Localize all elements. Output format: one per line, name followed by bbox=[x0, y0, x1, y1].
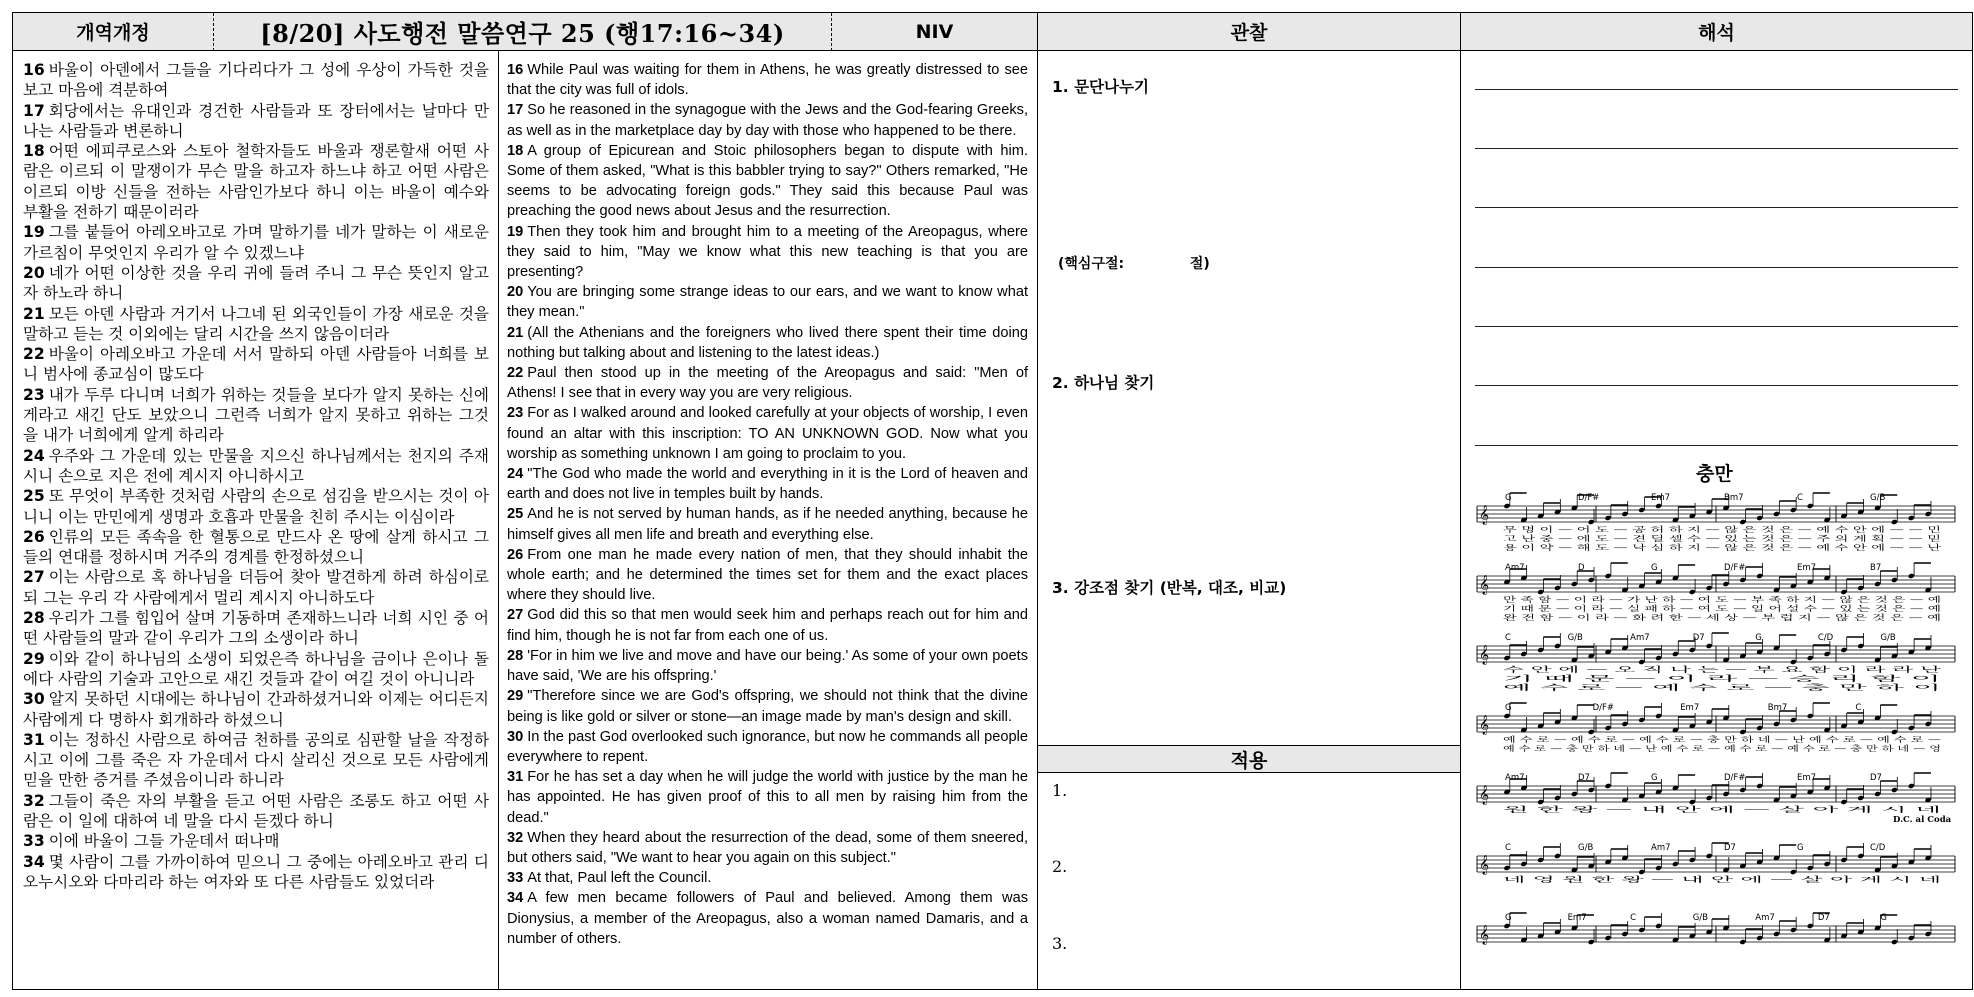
verse-number: 24 bbox=[23, 446, 45, 465]
treble-clef: 𝄞 bbox=[1479, 505, 1490, 525]
lyric-line: 예 수 로 — 충 만 하 네 — 난 예 수 로 — 예 수 로 — 예 수 로 — 충 만 하 네 — 영 bbox=[1503, 744, 1941, 753]
verse-number: 20 bbox=[507, 284, 524, 301]
lyric-line: 기 때 문 — 이 라 — 실 패 하 — 여 도 — 일 어 설 수 — 있 는 것 은 — 예 bbox=[1503, 604, 1941, 613]
answer-line bbox=[1475, 148, 1958, 149]
lyric-line: 네 영 원 한 왕 — 내 안 에 — 살 아 계 시 네 bbox=[1503, 875, 1941, 884]
chord-symbol: Em7 bbox=[1797, 773, 1817, 783]
lyric-line: 고 난 중 — 에 도 — 견 딜 셀 수 — 있 는 것 은 — 주 의 계 획 — — 믿 bbox=[1503, 534, 1941, 543]
verse-number: 20 bbox=[23, 263, 45, 282]
lyric-line: 만 족 함 — 이 라 — 가 난 하 — 여 도 — 부 족 하 지 — 않 은 것 은 — 예 bbox=[1503, 595, 1941, 604]
treble-clef: 𝄞 bbox=[1479, 855, 1490, 875]
application-header bbox=[1038, 745, 1460, 773]
verse-number: 31 bbox=[23, 730, 45, 749]
chord-symbol: G/B bbox=[1567, 633, 1583, 643]
treble-clef: 𝄞 bbox=[1479, 785, 1490, 805]
song-title: 충만 bbox=[1696, 463, 1733, 485]
verse-text: And he is not served by human hands, as if he needed anything, because he himself gives all men life and breath and everything else. bbox=[507, 506, 1028, 543]
verse-number: 32 bbox=[507, 829, 524, 846]
verse-number: 28 bbox=[507, 647, 524, 664]
verse-text: A group of Epicurean and Stoic philosophers began to dispute with him. Some of them asked, "What is this babbler trying to say?" Others remarked, "He seems to be advocating foreign gods." They said this because Paul was preaching the good news about Jesus and the resurrection. bbox=[507, 142, 1028, 220]
verse-number: 17 bbox=[507, 102, 524, 119]
niv-verse bbox=[507, 464, 1028, 504]
verse-text: 이와 같이 하나님의 소생이 되었은즉 하나님을 금이나 은이나 돌에다 사람의 기술과 고안으로 새긴 것들과 같이 여길 것이 아니니라 bbox=[23, 649, 489, 688]
verse-text: While Paul was waiting for them in Athens, he was greatly distressed to see that the city was full of idols. bbox=[507, 62, 1028, 99]
verse-text: 바울이 아레오바고 가운데 서서 말하되 아덴 사람들아 너희를 보니 범사에 종교심이 많도다 bbox=[23, 345, 489, 384]
chord-symbol: Em7 bbox=[1567, 913, 1587, 923]
korean-verse bbox=[23, 831, 489, 851]
treble-clef: 𝄞 bbox=[1479, 715, 1490, 735]
chord-symbol: C bbox=[1855, 703, 1862, 713]
chord-symbol: G bbox=[1797, 843, 1804, 853]
chord-symbol: Em7 bbox=[1680, 703, 1700, 713]
verse-text: When they heard about the resurrection of the dead, some of them sneered, but others said, "We want to hear you again on this subject." bbox=[507, 829, 1028, 866]
verse-text: 이는 사람으로 혹 하나님을 더듬어 찾아 발견하게 하려 하심이로되 그는 우리 각 사람에게서 멀리 계시지 아니하도다 bbox=[23, 568, 489, 607]
niv-verse bbox=[507, 767, 1028, 828]
verse-text: For he has set a day when he will judge the world with justice by the man he has appointed. He has given proof of this to all men by raising him from the dead." bbox=[507, 769, 1028, 826]
verse-number: 22 bbox=[507, 365, 524, 382]
niv-verse bbox=[507, 282, 1028, 322]
niv-verse bbox=[507, 686, 1028, 726]
niv-verse bbox=[507, 100, 1028, 140]
korean-verse bbox=[23, 263, 489, 304]
core-verse-end: 절) bbox=[1189, 256, 1210, 272]
chord-symbol: D/F# bbox=[1724, 563, 1746, 573]
korean-verse bbox=[23, 649, 489, 690]
verse-text: From one man he made every nation of men, that they should inhabit the whole earth; and he determined the times set for them and the exact places where they should live. bbox=[507, 546, 1028, 604]
verse-number: 33 bbox=[23, 832, 45, 851]
lyric-line: 예 수 로 — 예 수 로 — 예 수 로 — 충 만 하 네 — 난 예 수 로 — 예 수 로 — bbox=[1503, 735, 1943, 744]
chord-symbol: G bbox=[1651, 563, 1658, 573]
verse-text: 우주와 그 가운데 있는 만물을 지으신 하나님께서는 천지의 주재시니 손으로 지은 전에 계시지 아니하시고 bbox=[23, 446, 489, 485]
application-item-3: 3. bbox=[1052, 934, 1068, 953]
verse-text: 알지 못하던 시대에는 하나님이 간과하셨거니와 이제는 어디든지 사람에게 다 명하사 회개하라 하셨으니 bbox=[23, 690, 489, 729]
niv-verse bbox=[507, 868, 1028, 888]
korean-verse bbox=[23, 101, 489, 142]
verse-text: In the past God overlooked such ignorance, but now he commands all people everywhere to repent. bbox=[507, 728, 1028, 765]
chord-symbol: D7 bbox=[1692, 633, 1705, 643]
observation-column bbox=[1038, 51, 1461, 989]
verse-text: 회당에서는 유대인과 경건한 사람들과 또 장터에서는 날마다 만나는 사람들과 변론하니 bbox=[23, 101, 489, 140]
sheet-music bbox=[1471, 486, 1961, 986]
chord-symbol: D/F# bbox=[1724, 773, 1746, 783]
answer-line bbox=[1475, 385, 1958, 386]
answer-line bbox=[1475, 89, 1958, 90]
chord-symbol: B7 bbox=[1870, 563, 1882, 573]
niv-header bbox=[832, 13, 1038, 51]
lyric-line: 무 명 이 — 어 도 — 공 허 하 지 — 않 은 것 은 — 예 수 안 에 — — 민 bbox=[1503, 525, 1941, 534]
verse-text: 또 무엇이 부족한 것처럼 사람의 손으로 섬김을 받으시는 것이 아니니 이는 만민에게 생명과 호흡과 만물을 친히 주시는 이심이라 bbox=[23, 487, 489, 526]
page-title-cell bbox=[214, 13, 832, 51]
coda-marking: D.C. al Coda bbox=[1893, 815, 1952, 825]
core-verse-label: (핵심구절: bbox=[1058, 256, 1125, 272]
chord-symbol: G/B bbox=[1578, 843, 1594, 853]
verse-number: 24 bbox=[507, 466, 524, 483]
verse-number: 31 bbox=[507, 769, 524, 786]
verse-number: 29 bbox=[23, 649, 45, 668]
niv-label: NIV bbox=[915, 20, 954, 43]
korean-verse bbox=[23, 344, 489, 385]
korean-verse bbox=[23, 852, 489, 893]
chord-symbol: Am7 bbox=[1505, 563, 1525, 573]
chord-symbol: G bbox=[1505, 493, 1512, 503]
chord-symbol: D7 bbox=[1578, 773, 1590, 783]
verse-number: 18 bbox=[507, 142, 524, 159]
chord-symbol: C/D bbox=[1817, 633, 1834, 643]
verse-number: 26 bbox=[23, 527, 45, 546]
chord-symbol: D/F# bbox=[1578, 493, 1600, 503]
chord-symbol: G/B bbox=[1880, 633, 1896, 643]
answer-line bbox=[1475, 326, 1958, 327]
interpretation-header bbox=[1461, 13, 1972, 51]
chord-symbol: D7 bbox=[1724, 843, 1736, 853]
korean-verses-column bbox=[13, 51, 499, 989]
verse-number: 32 bbox=[23, 791, 45, 810]
core-verse-prompt bbox=[1058, 253, 1210, 273]
verse-number: 19 bbox=[23, 223, 45, 242]
version-header bbox=[13, 13, 214, 51]
application-item-1: 1. bbox=[1052, 781, 1068, 800]
korean-verse bbox=[23, 608, 489, 649]
verse-number: 16 bbox=[507, 62, 524, 78]
verse-number: 25 bbox=[23, 487, 45, 506]
chord-symbol: D/F# bbox=[1592, 703, 1615, 713]
niv-verse bbox=[507, 545, 1028, 606]
verse-text: 바울이 아덴에서 그들을 기다리다가 그 성에 우상이 가득한 것을 보고 마음에 격분하여 bbox=[23, 61, 489, 100]
application-label: 적용 bbox=[1230, 749, 1268, 772]
interpretation-label: 해석 bbox=[1698, 22, 1735, 44]
korean-verse bbox=[23, 446, 489, 487]
verse-number: 30 bbox=[23, 690, 45, 709]
verse-number: 23 bbox=[507, 405, 524, 422]
lyric-line: 수 안 에 — 오 직 나 는 — 부 요 함 이 라 라 난 bbox=[1503, 665, 1944, 674]
niv-verse bbox=[507, 828, 1028, 868]
chord-symbol: Am7 bbox=[1505, 773, 1525, 783]
niv-verse bbox=[507, 504, 1028, 544]
verse-text: You are bringing some strange ideas to our ears, and we want to know what they mean." bbox=[507, 284, 1028, 321]
answer-line bbox=[1475, 267, 1958, 268]
verse-text: A few men became followers of Paul and believed. Among them was Dionysius, a member of the Areopagus, also a woman named Damaris, and a number of others. bbox=[507, 890, 1028, 947]
verse-text: So he reasoned in the synagogue with the Jews and the God-fearing Greeks, as well as in the marketplace day by day with those who happened to be there. bbox=[507, 102, 1028, 139]
find-god-prompt: 2. 하나님 찾기 bbox=[1052, 374, 1155, 392]
verse-number: 28 bbox=[23, 609, 45, 628]
niv-verse-list bbox=[507, 60, 1028, 949]
lyric-line: 예 수 로 — 예 수 로 — 충 만 하 이 bbox=[1503, 683, 1941, 692]
niv-verse bbox=[507, 363, 1028, 403]
verse-text: At that, Paul left the Council. bbox=[527, 870, 712, 887]
niv-verse bbox=[507, 60, 1028, 100]
verse-number: 18 bbox=[23, 142, 45, 161]
verse-number: 33 bbox=[507, 870, 524, 887]
verse-number: 19 bbox=[507, 223, 524, 240]
chord-symbol: Am7 bbox=[1651, 843, 1671, 853]
verse-text: "The God who made the world and everything in it is the Lord of heaven and earth and does not live in temples built by hands. bbox=[507, 466, 1028, 503]
verse-text: 어떤 에피쿠로스와 스토아 철학자들도 바울과 쟁론할새 어떤 사람은 이르되 이 말쟁이가 무슨 말을 하고자 하느냐 하고 어떤 사람은 이르되 이방 신들을 전하는 사람인가보다 하니 이는 바울이 예수와 부활을 전하기 때문이러라 bbox=[23, 142, 489, 222]
verse-text: God did this so that men would seek him and perhaps reach out for him and find him, though he is not far from each one of us. bbox=[507, 607, 1028, 644]
verse-text: 이에 바울이 그들 가운데서 떠나매 bbox=[48, 832, 280, 851]
verse-number: 21 bbox=[23, 304, 45, 323]
niv-verses-column bbox=[499, 51, 1038, 989]
observation-header bbox=[1038, 13, 1461, 51]
chord-symbol: G bbox=[1651, 773, 1658, 783]
niv-verse bbox=[507, 323, 1028, 363]
verse-text: 그들이 죽은 자의 부활을 듣고 어떤 사람은 조롱도 하고 어떤 사람은 이 일에 대하여 네 말을 다시 듣겠다 하니 bbox=[23, 791, 489, 830]
verse-number: 17 bbox=[23, 101, 45, 120]
korean-verse bbox=[23, 527, 489, 568]
lyric-line: 용 이 약 — 해 도 — 낙 심 하 지 — 않 은 것 은 — 예 수 안 에 — — 난 bbox=[1503, 543, 1943, 552]
treble-clef: 𝄞 bbox=[1479, 925, 1490, 945]
niv-verse bbox=[507, 646, 1028, 686]
korean-verse bbox=[23, 730, 489, 791]
niv-verse bbox=[507, 727, 1028, 767]
chord-symbol: D7 bbox=[1870, 773, 1882, 783]
chord-symbol: Am7 bbox=[1755, 913, 1775, 923]
chord-symbol: G bbox=[1505, 703, 1512, 713]
verse-text: "Therefore since we are God's offspring, we should not think that the divine being is like gold or silver or stone—an image made by man's design and skill. bbox=[507, 688, 1028, 725]
niv-verse bbox=[507, 141, 1028, 222]
verse-text: 우리가 그를 힘입어 살며 기동하며 존재하느니라 너희 시인 중 어떤 사람들의 말과 같이 우리가 그의 소생이라 하니 bbox=[23, 609, 489, 648]
niv-verse bbox=[507, 888, 1028, 949]
chord-symbol: D7 bbox=[1817, 913, 1830, 923]
paragraph-division-prompt: 1. 문단나누기 bbox=[1052, 78, 1149, 96]
lyric-line: 완 전 함 — 이 라 — 화 려 한 — 세 상 — 부 럽 지 — 않 은 것 은 — 예 bbox=[1503, 613, 1941, 622]
niv-verse bbox=[507, 222, 1028, 283]
interpretation-column bbox=[1461, 51, 1972, 989]
korean-verse bbox=[23, 222, 489, 263]
chord-symbol: C bbox=[1797, 493, 1803, 503]
answer-line bbox=[1475, 445, 1958, 446]
verse-text: 'For in him we live and move and have our being.' As some of your own poets have said, 'We are his offspring.' bbox=[507, 647, 1028, 685]
chord-symbol: G bbox=[1755, 633, 1762, 643]
page-title: [8/20] 사도행전 말씀연구 25 (행17:16~34) bbox=[260, 19, 785, 48]
chord-symbol: D bbox=[1578, 563, 1585, 573]
chord-symbol: Em7 bbox=[1797, 563, 1817, 573]
verse-text: 이는 정하신 사람으로 하여금 천하를 공의로 심판할 날을 작정하시고 이에 그를 죽은 자 가운데서 다시 살리신 것으로 모든 사람에게 믿을 만한 증거를 주셨음이니라 하니라 bbox=[23, 730, 489, 790]
korean-verse-list bbox=[23, 60, 489, 892]
treble-clef: 𝄞 bbox=[1479, 575, 1490, 595]
korean-verse bbox=[23, 486, 489, 527]
chord-symbol: Bm7 bbox=[1724, 493, 1744, 503]
lyric-line: 기 때 문 — 이 라 — 승 리 함 이 bbox=[1503, 674, 1941, 683]
korean-verse bbox=[23, 304, 489, 345]
korean-verse bbox=[23, 141, 489, 222]
niv-verse bbox=[507, 605, 1028, 645]
verse-number: 27 bbox=[507, 607, 524, 624]
verse-text: 몇 사람이 그를 가까이하여 믿으니 그 중에는 아레오바고 관리 디오누시오와 다마리라 하는 여자와 또 다른 사람들도 있었더라 bbox=[23, 852, 489, 891]
verse-number: 30 bbox=[507, 728, 524, 745]
verse-text: 인류의 모든 족속을 한 혈통으로 만드사 온 땅에 살게 하시고 그들의 연대를 정하시며 거주의 경계를 한정하셨으니 bbox=[23, 527, 489, 567]
verse-number: 34 bbox=[23, 852, 45, 871]
chord-symbol: C bbox=[1630, 913, 1637, 923]
treble-clef: 𝄞 bbox=[1479, 645, 1490, 665]
verse-text: Then they took him and brought him to a meeting of the Areopagus, where they said to him, "May we know what this new teaching is that you are presenting? bbox=[507, 223, 1028, 281]
verse-number: 34 bbox=[507, 890, 524, 907]
korean-verse bbox=[23, 60, 489, 101]
chord-symbol: C/D bbox=[1870, 843, 1886, 853]
chord-symbol: Em7 bbox=[1651, 493, 1671, 503]
chord-symbol: G/B bbox=[1692, 913, 1709, 923]
chord-symbol: G bbox=[1880, 913, 1888, 923]
verse-text: 모든 아덴 사람과 거기서 나그네 된 외국인들이 가장 새로운 것을 말하고 듣는 것 이외에는 달리 시간을 쓰지 않음이더라 bbox=[23, 304, 489, 343]
verse-text: For as I walked around and looked carefully at your objects of worship, I even found an altar with this inscription: TO AN UNKNOWN GOD. Now what you worship as something unknown I am going to proclaim to you. bbox=[507, 405, 1028, 462]
chord-symbol: Am7 bbox=[1630, 633, 1650, 643]
korean-verse bbox=[23, 689, 489, 730]
verse-number: 22 bbox=[23, 345, 45, 364]
verse-text: 네가 어떤 이상한 것을 우리 귀에 들려 주니 그 무슨 뜻인지 알고자 하노라 하니 bbox=[23, 263, 489, 303]
verse-number: 27 bbox=[23, 568, 45, 587]
verse-number: 25 bbox=[507, 506, 524, 523]
study-sheet bbox=[12, 12, 1973, 990]
chord-symbol: C bbox=[1505, 843, 1511, 853]
verse-number: 29 bbox=[507, 688, 524, 705]
version-label: 개역개정 bbox=[76, 22, 150, 44]
verse-text: 그를 붙들어 아레오바고로 가며 말하기를 네가 말하는 이 새로운 가르침이 무엇인지 우리가 알 수 있겠느냐 bbox=[23, 223, 489, 262]
verse-number: 26 bbox=[507, 546, 524, 563]
observation-label: 관찰 bbox=[1230, 22, 1268, 44]
niv-verse bbox=[507, 403, 1028, 464]
verse-number: 23 bbox=[23, 385, 45, 404]
verse-text: 내가 두루 다니며 너희가 위하는 것들을 보다가 알지 못하는 신에게라고 새긴 단도 보았으니 그런즉 너희가 알지 못하고 위하는 그것을 내가 너희에게 알게 하리라 bbox=[23, 385, 489, 445]
lyric-line: 원 한 왕 — 내 안 에 — 살 아 계 시 네 bbox=[1503, 805, 1941, 814]
chord-symbol: G bbox=[1505, 913, 1512, 923]
verse-text: (All the Athenians and the foreigners who lived there spent their time doing nothing but talking about and listening to the latest ideas.) bbox=[507, 324, 1028, 361]
verse-text: Paul then stood up in the meeting of the Areopagus and said: "Men of Athens! I see that in every way you are very religious. bbox=[507, 365, 1028, 402]
korean-verse bbox=[23, 567, 489, 608]
chord-symbol: G/B bbox=[1870, 493, 1886, 503]
korean-verse bbox=[23, 385, 489, 446]
korean-verse bbox=[23, 791, 489, 832]
application-item-2: 2. bbox=[1052, 857, 1068, 876]
verse-number: 21 bbox=[507, 324, 524, 341]
answer-line bbox=[1475, 207, 1958, 208]
chord-symbol: Bm7 bbox=[1767, 703, 1788, 713]
chord-symbol: C bbox=[1505, 633, 1511, 643]
verse-number: 16 bbox=[23, 61, 45, 79]
emphasis-prompt: 3. 강조점 찾기 (반복, 대조, 비교) bbox=[1052, 579, 1287, 597]
